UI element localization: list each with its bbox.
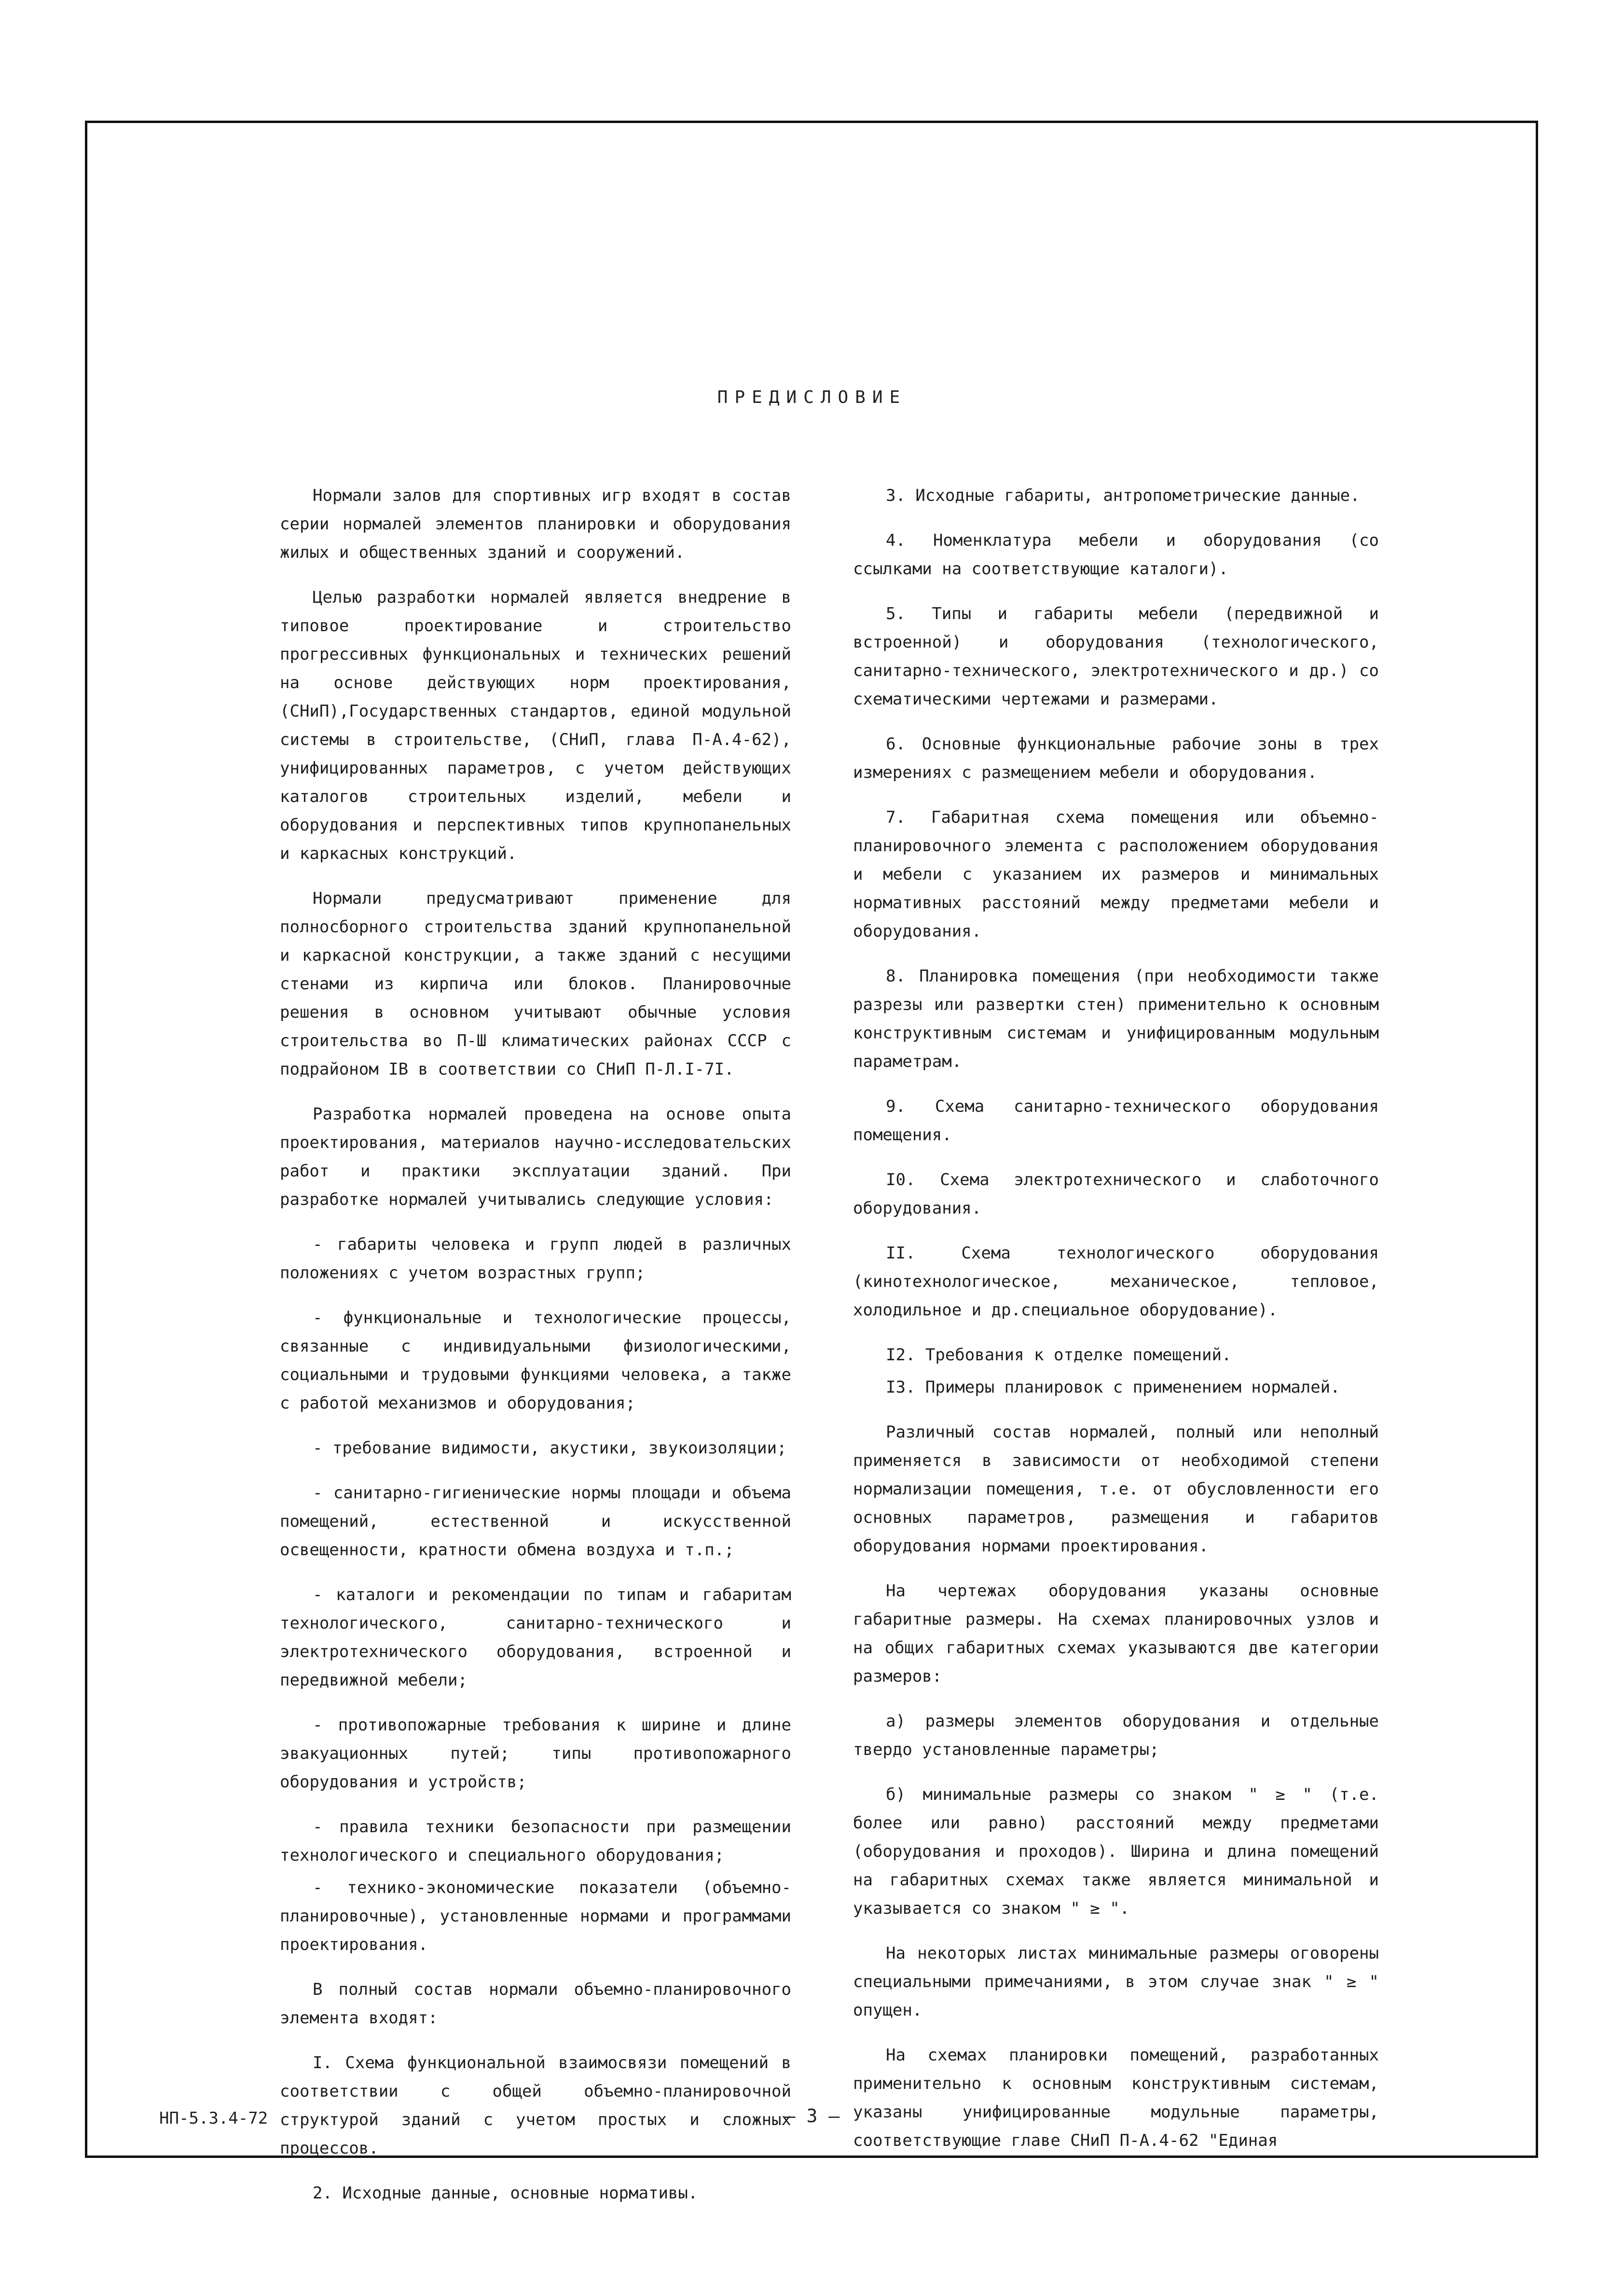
list-item: - технико-экономические показатели (объемно-планировочные), установленные нормами и программами проектирования. bbox=[280, 1878, 791, 1954]
numbered-item: 6. Основные функциональные рабочие зоны в трех измерениях с размещением мебели и оборудования. bbox=[853, 734, 1379, 782]
paragraph: Нормали предусматривают применение для полносборного строительства зданий крупнопанельной и каркасной конструкции, а также зданий с несущими стенами из кирпича или блоков. Планировочные решения в основном учитывают обычные условия строительства во П-Ш климатических районах СССР с подрайоном IВ в соответствии со СНиП П-Л.I-7I. bbox=[280, 889, 791, 1079]
paragraph: Нормали залов для спортивных игр входят в состав серии нормалей элементов планировки и оборудования жилых и общественных зданий и сооружений. bbox=[280, 486, 791, 562]
paragraph: В полный состав нормали объемно-планировочного элемента входят: bbox=[280, 1980, 791, 2028]
numbered-item: 5. Типы и габариты мебели (передвижной и встроенной) и оборудования (технологического, санитарно-технического, электротехнического и др.) со схематическими чертежами и размерами. bbox=[853, 604, 1379, 709]
numbered-item: I2. Требования к отделке помещений. bbox=[886, 1345, 1232, 1365]
list-item: - габариты человека и групп людей в различных положениях с учетом возрастных групп; bbox=[280, 1235, 791, 1283]
list-item: б) минимальные размеры со знаком " ≥ " (т.е. более или равно) расстояний между предметами (оборудования и проходов). Ширина и длина помещений на габаритных схемах также является минимальной и указывается со знаком " ≥ ". bbox=[853, 1785, 1379, 1918]
paragraph: Различный состав нормалей, полный или неполный применяется в зависимости от необходимой степени нормализации помещения, т.е. от обусловленности его основных параметров, размещения и габаритов оборудования нормами проектирования. bbox=[853, 1423, 1379, 1556]
numbered-item: 4. Номенклатура мебели и оборудования (со ссылками на соответствующие каталоги). bbox=[853, 531, 1379, 579]
left-text-column bbox=[280, 482, 791, 2224]
document-code: НП-5.3.4-72 bbox=[159, 2109, 268, 2128]
list-item: - каталоги и рекомендации по типам и габаритам технологического, санитарно-технического и электротехнического оборудования, встроенной и передвижной мебели; bbox=[280, 1585, 791, 1690]
list-item: - санитарно-гигиенические нормы площади и объема помещений, естественной и искусственной освещенности, кратности обмена воздуха и т.п.; bbox=[280, 1483, 791, 1560]
list-item: - функциональные и технологические процессы, связанные с индивидуальными физиологическими, социальными и трудовыми функциями человека, а также с работой механизмов и оборудования; bbox=[280, 1308, 791, 1413]
paragraph: На некоторых листах минимальные размеры оговорены специальными примечаниями, в этом случае знак " ≥ " опущен. bbox=[853, 1944, 1379, 2020]
paragraph: Целью разработки нормалей является внедрение в типовое проектирование и строительство прогрессивных функциональных и технических решений на основе действующих норм проектирования, (СНиП),Государственных стандартов, единой модульной системы в строительстве, (СНиП, глава П-А.4-62), унифицированных параметров, с учетом действующих каталогов строительных изделий, мебели и оборудования и перспективных типов крупнопанельных и каркасных конструкций. bbox=[280, 588, 791, 863]
paragraph: На чертежах оборудования указаны основные габаритные размеры. На схемах планировочных узлов и на общих габаритных схемах указываются две категории размеров: bbox=[853, 1581, 1379, 1686]
numbered-item: 2. Исходные данные, основные нормативы. bbox=[313, 2183, 698, 2203]
numbered-item: I0. Схема электротехнического и слаботочного оборудования. bbox=[853, 1170, 1379, 1218]
numbered-item: I3. Примеры планировок с применением нормалей. bbox=[886, 1378, 1340, 1397]
list-item: - правила техники безопасности при размещении технологического и специального оборудования; bbox=[280, 1817, 791, 1865]
numbered-item: 7. Габаритная схема помещения или объемно-планировочного элемента с расположением оборудования и мебели с указанием их размеров и минимальных нормативных расстояний между предметами мебели и оборудования. bbox=[853, 808, 1379, 941]
numbered-item: 9. Схема санитарно-технического оборудования помещения. bbox=[853, 1097, 1379, 1145]
numbered-item: I. Схема функциональной взаимосвязи помещений в соответствии с общей объемно-планировочной структурой зданий с учетом простых и сложных процессов. bbox=[280, 2053, 791, 2158]
numbered-item: II. Схема технологического оборудования (кинотехнологическое, механическое, тепловое, холодильное и др.специальное оборудование). bbox=[853, 1244, 1379, 1320]
paragraph: На схемах планировки помещений, разработанных применительно к основным конструктивным системам, указаны унифицированные модульные параметры, соответствующие главе СНиП П-А.4-62 "Единая bbox=[853, 2045, 1379, 2150]
page-number: — 3 — bbox=[784, 2105, 840, 2127]
list-item: - требование видимости, акустики, звукоизоляции; bbox=[313, 1438, 787, 1458]
paragraph: Разработка нормалей проведена на основе опыта проектирования, материалов научно-исследовательских работ и практики эксплуатации зданий. При разработке нормалей учитывались следующие условия: bbox=[280, 1105, 791, 1209]
list-item: - противопожарные требования к ширине и длине эвакуационных путей; типы противопожарного оборудования и устройств; bbox=[280, 1715, 791, 1792]
page-title: ПРЕДИСЛОВИЕ bbox=[717, 387, 907, 407]
numbered-item: 8. Планировка помещения (при необходимости также разрезы или развертки стен) применительно к основным конструктивным системам и унифицированным модульным параметрам. bbox=[853, 967, 1379, 1071]
list-item: а) размеры элементов оборудования и отдельные твердо установленные параметры; bbox=[853, 1712, 1379, 1759]
right-text-column bbox=[853, 482, 1379, 2171]
numbered-item: 3. Исходные габариты, антропометрические данные. bbox=[886, 486, 1360, 505]
